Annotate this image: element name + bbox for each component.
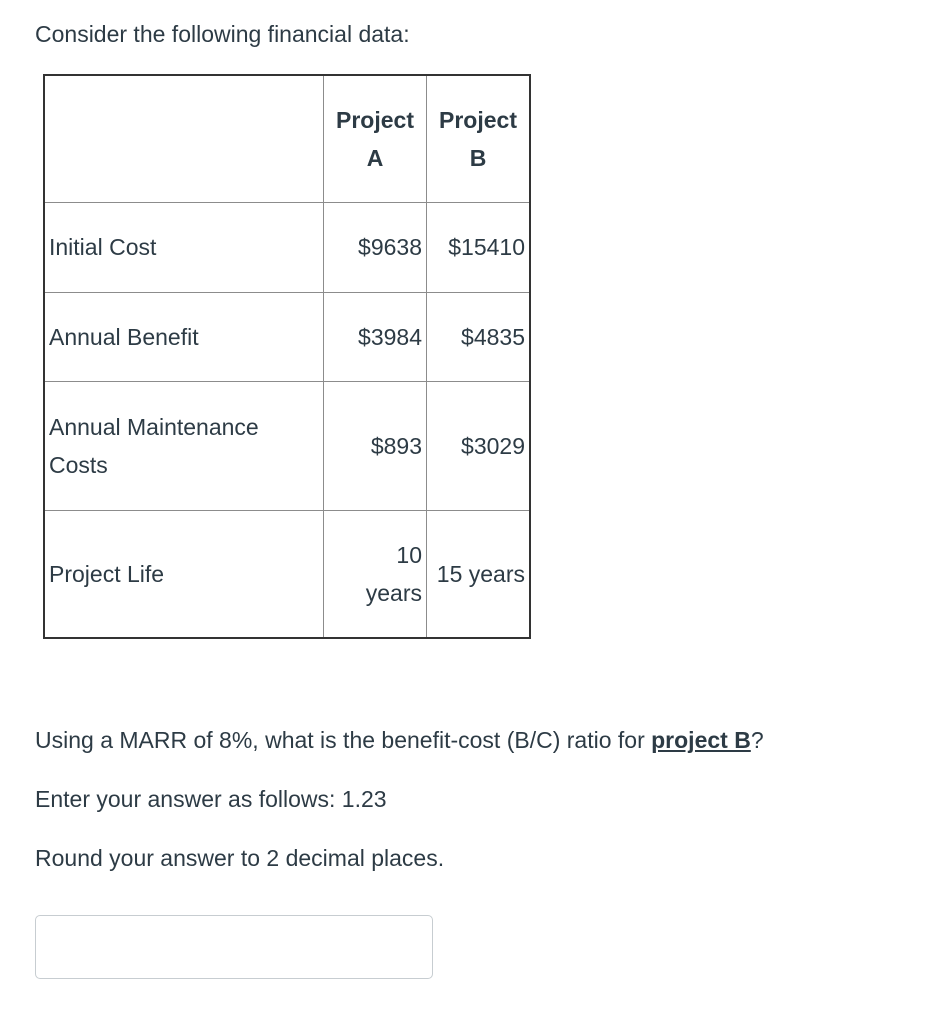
- project-b-value: $4835: [427, 292, 531, 381]
- header-blank-cell: [44, 75, 324, 202]
- question-text: [35, 724, 764, 756]
- header-project-b-line2: B: [469, 144, 487, 171]
- project-a-value-line2: years: [365, 579, 422, 606]
- project-a-value: [324, 510, 427, 638]
- table-row-project-life: [44, 510, 530, 638]
- header-project-a-line2: A: [366, 144, 384, 171]
- project-a-value-line1: $9638: [358, 234, 422, 260]
- financial-data-table: [43, 74, 531, 639]
- project-a-value: [324, 381, 427, 510]
- header-project-a-line1: Project: [336, 106, 414, 133]
- header-project-b-line1: Project: [439, 106, 517, 133]
- row-label: [44, 292, 324, 381]
- question-emphasis: project B: [651, 727, 751, 753]
- header-project-b: [427, 75, 531, 202]
- table-row-annual-maintenance: [44, 381, 530, 510]
- project-a-value: [324, 292, 427, 381]
- row-label-line2: Costs: [49, 451, 108, 478]
- table-row-annual-benefit: [44, 292, 530, 381]
- row-label: [44, 202, 324, 292]
- row-label-line1: Annual Benefit: [49, 323, 199, 350]
- rounding-text: Round your answer to 2 decimal places.: [35, 845, 445, 871]
- row-label-line1: Initial Cost: [49, 234, 157, 260]
- table-header-row: [44, 75, 530, 202]
- row-label: [44, 381, 324, 510]
- project-b-value: 15 years: [427, 510, 531, 638]
- project-a-value: [324, 202, 427, 292]
- project-a-value-line1: $3984: [358, 323, 422, 350]
- question-suffix: ?: [750, 727, 764, 753]
- project-b-value: $15410: [427, 202, 531, 292]
- question-prefix: Using a MARR of 8%, what is the benefit-cost (B/C) ratio for: [35, 727, 652, 753]
- row-label: [44, 510, 324, 638]
- project-a-value-line1: $893: [370, 432, 422, 459]
- instruction-text: Enter your answer as follows: 1.23: [35, 786, 387, 812]
- header-project-a: [324, 75, 427, 202]
- project-a-value-line1: 10: [396, 541, 422, 568]
- project-b-value: $3029: [427, 381, 531, 510]
- answer-input[interactable]: [35, 915, 433, 979]
- row-label-line1: Project Life: [49, 560, 165, 587]
- row-label-line1: Annual Maintenance: [49, 413, 259, 440]
- intro-text: Consider the following financial data:: [35, 21, 410, 47]
- table-row-initial-cost: [44, 202, 530, 292]
